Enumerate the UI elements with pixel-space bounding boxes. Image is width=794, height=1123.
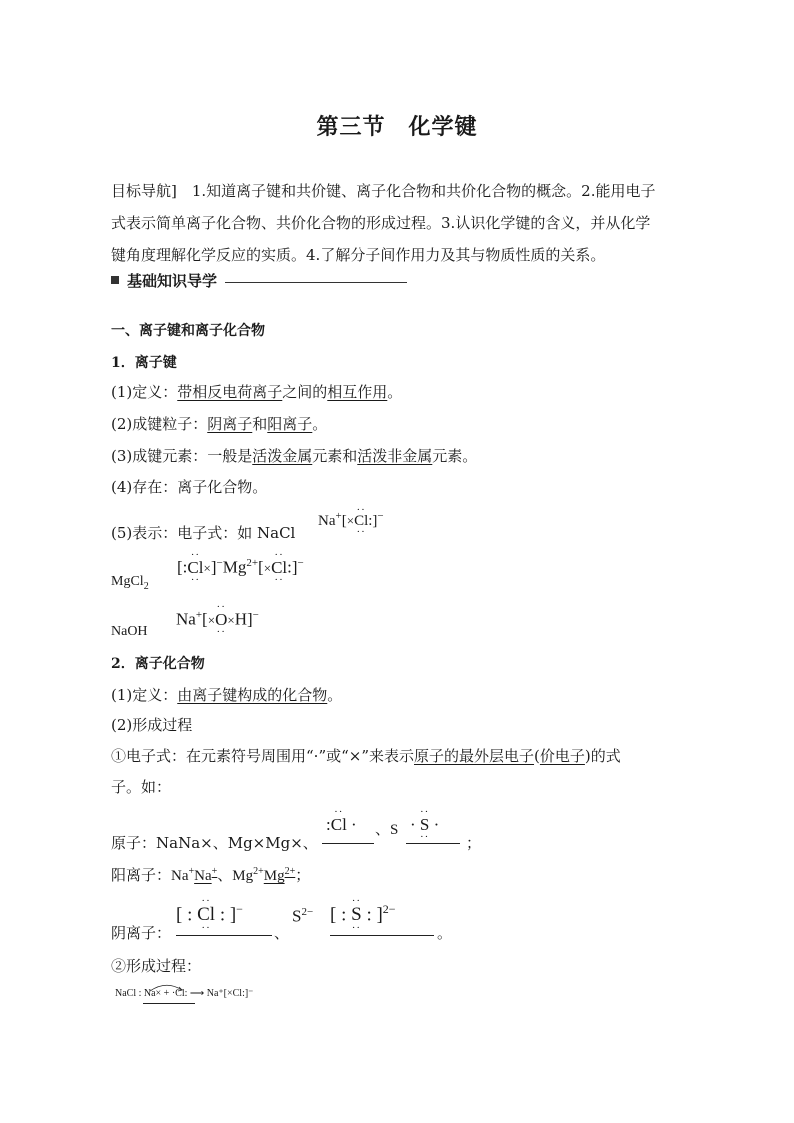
bonding-elements xyxy=(111,445,477,466)
dot-right: · xyxy=(346,815,357,834)
goals-line-1: 目标导航] 1.知道离子键和共价键、离子化合物和共价化合物的概念。2.能用电子 xyxy=(111,182,656,200)
anion-charge: − xyxy=(252,609,259,621)
na-charge: + xyxy=(188,866,195,877)
colon-left: : xyxy=(182,904,198,926)
na-answer: Na xyxy=(194,868,212,884)
naoh-label: NaOH xyxy=(111,624,148,639)
particles-end: 。 xyxy=(312,415,328,433)
elements-end: 元素。 xyxy=(432,447,478,465)
def-underline-2: 相互作用 xyxy=(327,383,388,401)
s-symbol: S xyxy=(419,815,430,834)
cross-electron-2: × xyxy=(227,612,235,628)
electron-formula-definition-cont: 子。如： xyxy=(111,778,172,796)
electron-transfer-arrow-icon xyxy=(148,982,188,992)
formation-process-label: ②形成过程： xyxy=(111,957,202,975)
s-atom-formula xyxy=(410,806,440,843)
e1-paren-close: ) xyxy=(584,747,591,765)
mgcl2-label xyxy=(111,574,149,592)
right-bracket: ] xyxy=(372,513,378,529)
left-bracket: [ xyxy=(341,513,347,529)
charge-2: − xyxy=(297,557,304,569)
page-title: 第三节 化学键 xyxy=(316,114,478,140)
s-atom: ·· S ·· xyxy=(351,895,362,935)
section-rule xyxy=(225,282,407,283)
mg-answer-charge: 2+ xyxy=(284,866,296,877)
s-symbol: S xyxy=(292,906,302,926)
dot-right: · xyxy=(429,815,440,834)
cl-symbol: Cl xyxy=(197,904,216,926)
section-header xyxy=(111,270,407,291)
bonding-particles xyxy=(111,413,327,434)
right-bracket: ] xyxy=(246,609,253,629)
left-bracket: [ xyxy=(176,904,183,926)
cations-prefix: 阳离子：Na xyxy=(111,868,189,884)
cations-line xyxy=(111,864,310,885)
mgcl2-subscript: 2 xyxy=(143,580,149,592)
cl-symbol: Cl xyxy=(354,513,369,529)
s-symbol: S xyxy=(351,904,362,926)
e1-underline-1: 原子的最外层电子 xyxy=(414,747,535,765)
colon-2: : xyxy=(287,557,292,577)
cations-end: ； xyxy=(295,868,311,884)
colon-electrons: : xyxy=(368,513,373,529)
mg-answer: Mg xyxy=(263,868,285,884)
particles-mid: 和 xyxy=(252,415,268,433)
cl-atom-2: ·· Cl ·· xyxy=(271,548,288,586)
cross-electron: × xyxy=(346,513,355,528)
anions-label: 阴离子： xyxy=(111,924,172,942)
cl-anion-formula xyxy=(176,895,243,935)
cl-anion-underline xyxy=(176,935,272,936)
process-underline xyxy=(143,1003,195,1004)
goals-line-2: 式表示简单离子化合物、共价化合物的形成过程。3.认识化学键的含义，并从化学 xyxy=(111,214,651,232)
cl-symbol-1: Cl xyxy=(187,557,204,577)
s-separator: 、S xyxy=(375,822,399,838)
cl-atom-1: ·· Cl ·· xyxy=(187,548,204,586)
elements-nonmetal: 活泼非金属 xyxy=(357,447,433,465)
def-end: 。 xyxy=(327,686,343,704)
charge: − xyxy=(236,902,243,916)
def-prefix: (1)定义： xyxy=(111,686,178,704)
ionic-bond-definition xyxy=(111,381,402,402)
cl-atom: ·· Cl ·· xyxy=(197,895,216,935)
electron-formula-definition xyxy=(111,745,621,766)
particles-prefix: (2)成键粒子： xyxy=(111,415,208,433)
mg-symbol: Mg xyxy=(222,557,247,577)
right-bracket: ] xyxy=(229,904,237,926)
def-end: 。 xyxy=(387,383,403,401)
left-bracket-1: [ xyxy=(177,557,183,577)
elements-metal: 活泼金属 xyxy=(252,447,313,465)
def-underline-1: 带相反电荷离子 xyxy=(177,383,283,401)
cl-symbol: Cl xyxy=(330,815,347,834)
square-bullet-icon xyxy=(111,276,119,284)
ionic-compound-definition xyxy=(111,684,342,705)
elements-mid: 元素和 xyxy=(312,447,358,465)
charge: 2− xyxy=(382,902,396,916)
mg-charge: 2+ xyxy=(253,866,264,877)
h-symbol: H xyxy=(234,609,247,629)
section-label: 基础知识导学 xyxy=(127,272,218,290)
elements-prefix: (3)成键元素：一般是 xyxy=(111,447,253,465)
particles-anion: 阴离子 xyxy=(207,415,253,433)
ionic-compound-heading: 2．离子化合物 xyxy=(111,656,205,672)
def-underline: 由离子键构成的化合物 xyxy=(177,686,328,704)
anions-sep: 、 xyxy=(274,924,290,942)
charge-1: − xyxy=(216,557,223,569)
na-charge: + xyxy=(195,609,203,621)
s-anion-formula xyxy=(330,895,396,935)
colon-left: : xyxy=(326,815,331,834)
nacl-electron-formula xyxy=(318,504,384,538)
cross-1: × xyxy=(203,560,211,576)
o-atom: ·· O ·· xyxy=(215,600,228,638)
left-bracket: [ xyxy=(202,609,208,629)
particles-cation: 阳离子 xyxy=(267,415,313,433)
mgcl2-electron-formula xyxy=(177,548,304,586)
o-symbol: O xyxy=(215,609,228,629)
cross-2: × xyxy=(263,560,272,576)
e1-prefix: ①电子式：在元素符号周围用“·”或“×”来表示 xyxy=(111,747,415,765)
anions-end: 。 xyxy=(437,924,453,942)
s-atom: ·· S ·· xyxy=(419,806,430,843)
cl-atom: ·· Cl ·· xyxy=(354,504,369,538)
def-prefix: (1)定义： xyxy=(111,383,178,401)
cross-electron-1: × xyxy=(207,612,216,628)
na-symbol: Na xyxy=(318,513,336,529)
atoms-line xyxy=(111,832,318,853)
def-mid: 之间的 xyxy=(282,383,328,401)
s-anion-underline xyxy=(330,935,434,936)
existence-line: (4)存在：离子化合物。 xyxy=(111,478,268,496)
s-underline xyxy=(406,843,460,844)
na-symbol: Na xyxy=(176,609,196,629)
right-bracket-1: ] xyxy=(210,557,217,577)
mgcl2-text: MgCl xyxy=(111,574,144,589)
formation-process-heading: (2)形成过程 xyxy=(111,716,193,734)
e1-underline-2: 价电子 xyxy=(539,747,585,765)
na-answer-charge: + xyxy=(211,866,218,877)
left-bracket-2: [ xyxy=(258,557,264,577)
e1-paren-open: ( xyxy=(534,747,540,765)
right-bracket-2: ] xyxy=(291,557,298,577)
goals-line-3: 键角度理解化学反应的实质。4.了解分子间作用力及其与物质性质的关系。 xyxy=(111,246,606,264)
colon-right: : xyxy=(215,904,230,926)
cl-underline xyxy=(322,843,374,844)
cl-atom-formula xyxy=(326,806,357,835)
colon-left: : xyxy=(336,904,352,926)
s-ion xyxy=(292,906,313,927)
cl-atom: ·· Cl xyxy=(330,806,347,834)
left-bracket: [ xyxy=(330,904,337,926)
naoh-electron-formula xyxy=(176,600,259,638)
cations-sep: 、Mg xyxy=(217,868,254,884)
learning-goals xyxy=(111,175,686,271)
part-heading: 一、离子键和离子化合物 xyxy=(111,323,265,339)
na-charge: + xyxy=(335,510,342,522)
e1-end: 的式 xyxy=(590,747,621,765)
right-bracket: ] xyxy=(376,904,383,926)
ionic-bond-heading: 1．离子键 xyxy=(111,355,177,371)
cl-symbol-2: Cl xyxy=(271,557,288,577)
colon-1: : xyxy=(182,557,188,577)
representation-line: (5)表示：电子式：如 NaCl xyxy=(111,524,296,542)
dot-left: · xyxy=(410,815,420,834)
nacl-formation-process: NaCl : Na× + ·Cl: ⟶ Na⁺[×Cl:]⁻ xyxy=(115,988,254,999)
atoms-prefix: 原子：NaNa×、Mg×Mg×、 xyxy=(111,834,318,852)
mg-charge: 2+ xyxy=(246,557,259,569)
anion-charge: − xyxy=(377,510,384,522)
atoms-end: ； xyxy=(466,834,482,852)
colon-right: : xyxy=(361,904,377,926)
s-charge: 2− xyxy=(301,906,314,918)
